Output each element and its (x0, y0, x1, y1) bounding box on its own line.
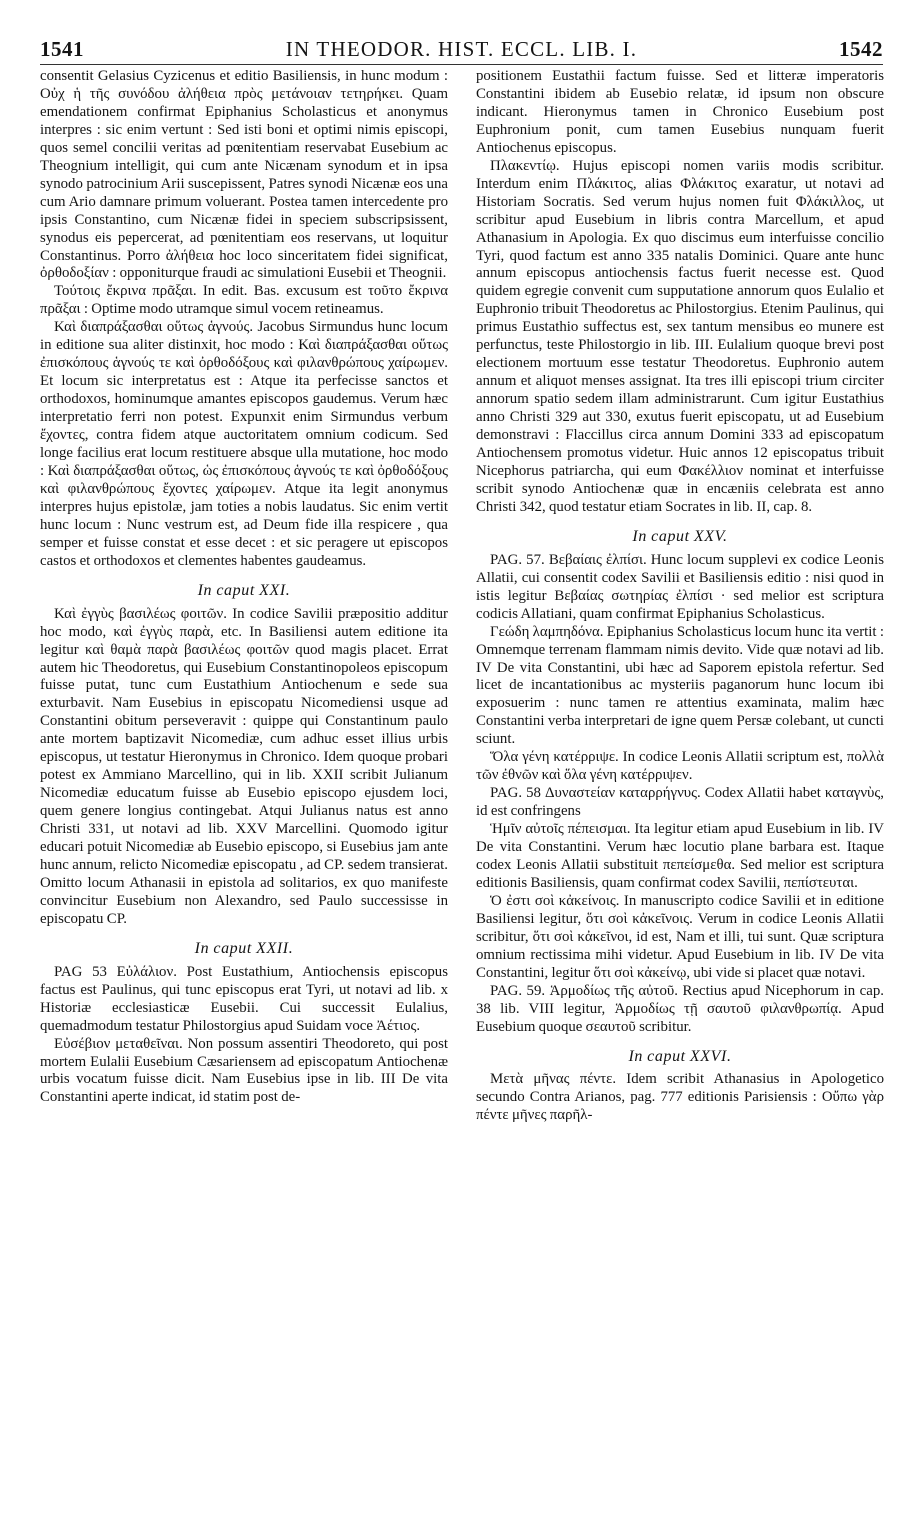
running-title: IN THEODOR. HIST. ECCL. LIB. I. (285, 36, 638, 61)
paragraph: PAG 53 Εὐλάλιον. Post Eustathium, Antiochensis episcopus factus est Paulinus, qui tunc episcopus erat Tyri, ut notavi ad lib. x Historiæ ecclesiasticæ Eusebii. Cui successit Eulalius, quemadmodum testatur Philostorgius apud Suidam voce Ἀέτιος. (40, 963, 448, 1034)
paragraph: positionem Eustathii factum fuisse. Sed et litteræ imperatoris Constantini ibidem ab Eusebio relatæ, id ipsum non obscure indicant. Hieronymus tamen in Chronico Eusebium post Euphronium ponit, cum tamen Eusebius nunquam fuerit Antiochenus episcopus. (476, 68, 884, 156)
paragraph: PAG. 57. Βεβαίαις ἐλπίσι. Hunc locum supplevi ex codice Leonis Allatii, cui consentit codex Savilii et Basiliensis editio : nisi quod in istis legitur Βεβαίας σωτηρίας ἐλπίσι · sed melior est scriptura codicis Allatiani, quam confirmat Epiphanius Scholasticus. (476, 551, 884, 622)
running-header (40, 34, 883, 64)
section-heading: In caput XXV. (632, 527, 728, 545)
section-heading: In caput XXI. (197, 581, 291, 599)
paragraph: Καὶ ἐγγὺς βασιλέως φοιτῶν. In codice Savilii præpositio additur hoc modo, καὶ ἐγγὺς παρὰ, etc. In Basiliensi autem editione ita legitur καὶ θαμὰ παρὰ βασιλέως φοιτῶν quod magis placet. Errat autem hic Theodoretus, qui Eusebium Constantinopoleos episcopum fuisse putat, tunc cum Eustathium Antiochenum e sede sua exturbavit. Nam Eusebius in episcopatu Nicomediensi usque ad Constantini obitum perseveravit : quippe qui Constantinum paulo ante mortem baptizavit Nicomediæ, cum adhuc esset illius urbis episcopus, ut testatur Hieronymus in Chronico. Idem quoque probari potest ex Ammiano Marcellino, qui in lib. XXII scribit Julianum Nicomediæ educatum fuisse ab Eusebio episcopo ejusdem loci, quem genere longius contingebat. Atqui Julianus natus est anno Christi 331, ut notavi ad lib. XXV Marcellini. Quomodo igitur educari potuit Nicomediæ ab Eusebio episcopo, si Eusebius jam ante hunc annum, relicto Nicomediæ episcopatu , ad CP. sedem transierat. Omitto locum Athanasii in epistola ad solitarios, ex quo manifeste convincitur Eusebium non Alexandro, sed Paulo successisse in episcopatu CP. (40, 605, 448, 927)
page-number-right: 1542 (839, 36, 883, 61)
section-heading: In caput XXVI. (628, 1047, 732, 1065)
paragraph: PAG. 58 Δυναστείαν καταρρήγνυς. Codex Allatii habet καταγνὺς, id est confringens (476, 785, 884, 820)
paragraph: consentit Gelasius Cyzicenus et editio Basiliensis, in hunc modum : Οὐχ ἡ τῆς συνόδου ἀλήθεια πρὸς μετάνοιαν τετηρήκει. Quam emendationem confirmat Epiphanius Scholasticus et anonymus interpres : sic enim vertunt : Sed isti boni et optimi nimis episcopi, quos semel concilii veritas ad pœnitentiam reservabat Eusebium ac Theognium intelligit, qui cum ante Nicænam synodum et in ipsa synodo patrocinium Arii suscepissent, Patres synodi Nicænæ eos una cum Ario damnare primum voluerant. Postea tamen intercedente pro ipsis Constantino, cum Nicænæ fidei in speciem subscripsissent, synodus eis pepercerat, ad pœnitentiam eos reservans, ut loquitur Constantinus. Porro ἀλήθεια hoc loco sinceritatem fidei significat, ὀρθοδοξίαν : opponiturque fraudi ac simulationi Eusebii et Theognii. (40, 68, 448, 282)
paragraph: Γεώδη λαμπηδόνα. Epiphanius Scholasticus locum hunc ita vertit : Omnemque terrenam flammam nimis devito. Vide quæ notavi ad lib. IV De vita Constantini, ubi hæc ad Saporem epistola refertur. Sed licet de incantationibus ac mysteriis paganorum hunc locum ibi exposuerim : nunc tamen re attentius examinata, malim hæc Constantini verba interpretari de igne quem Persæ colebant, ut cuncti sciunt. (476, 623, 884, 748)
right-column (476, 68, 884, 1125)
paragraph: Ὁ ἐστι σοὶ κἀκείνοις. In manuscripto codice Savilii et in editione Basiliensi legitur, ὅτι σοὶ κἀκεῖνοις. Verum in codice Leonis Allatii scribitur, ὅτι σοὶ κἀκεῖνοι, id est, Nam et illi, tui sunt. Quæ scriptura omnium rectissima mihi videtur. Apud Eusebium in lib. IV De vita Constantini, legitur ὅτι σοὶ κἀκείνῳ, ubi vide si placet quæ notavi. (476, 892, 884, 981)
header-rule (40, 64, 883, 65)
section-heading: In caput XXII. (194, 939, 294, 957)
paragraph: PAG. 59. Ἁρμοδίως τῆς αὐτοῦ. Rectius apud Nicephorum in cap. 38 lib. VIII legitur, Ἁρμοδίως τῇ σαυτοῦ φιλανθρωπίᾳ. Apud Eusebium quoque σεαυτοῦ scribitur. (476, 982, 884, 1035)
paragraph: Ὅλα γένη κατέρριψε. In codice Leonis Allatii scriptum est, πολλὰ τῶν ἐθνῶν καὶ ὅλα γένη κατέρριψεν. (476, 749, 884, 784)
page-number-left: 1541 (40, 36, 84, 61)
paragraph: Ἡμῖν αὐτοῖς πέπεισμαι. Ita legitur etiam apud Eusebium in lib. IV De vita Constantini. Verum hæc locutio plane barbara est. Itaque codex Leonis Allatii substituit πεπείσμεθα. Sed melior est scriptura editionis Basiliensis, quam confirmat codex Savilii, πεπίστευται. (476, 821, 884, 891)
paragraph: Καὶ διαπράξασθαι οὕτως ἁγνούς. Jacobus Sirmundus hunc locum in editione sua aliter distinxit, hoc modo : Καὶ διαπράξασθαι οὕτως ἐπισκόπους ἁγνούς τε καὶ ὀρθοδόξους καὶ φιλανθρώπους χαίρωμεν. Et locum sic interpretatus est : Atque ita perfecisse sanctos et orthodoxos, hominumque amantes episcopos gaudemus. Verum hæc interpretatio ferri non potest. Expunxit enim Sirmundus verbum ἔχοντες, contra fidem atque auctoritatem omnium codicum. Sed longe facilius erat locum restituere absque ulla mutatione, hoc modo : Καὶ διαπράξασθαι οὕτως, ὡς ἐπισκόπους ἁγνούς τε καὶ ὀρθοδόξους καὶ φιλανθρώπους ἔχοντες χαίρωμεν. Atque ita legit anonymus interpres hujus epistolæ, jam toties a nobis laudatus. Sic enim vertit hunc locum : Nunc vestrum est, ad Deum fide illa respicere , qua semper et fuisse constat et esse decet : et sic peragere ut episcopos castos et orthodoxos et clementes habentes gaudeamus. (40, 319, 448, 569)
paragraph: Πλακεντίῳ. Hujus episcopi nomen variis modis scribitur. Interdum enim Πλάκιτος, alias Φλάκιτος exaratur, ut notavi ad Historiam Socratis. Sed verum hujus nomen fuit Φλάκιλλος, ut scribitur apud Eusebium in libris contra Marcellum, et apud Athanasium in Apologia. Ex quo discimus eum interfuisse concilio Tyri, quod factum est anno 335 natalis Dominici. Quare ante hunc annum episcopus antiochensis factus fuerit necesse est. Quod quidem egregie convenit cum supputatione annorum quos Eulalio et Euphronio tribuit Theodoretus ac Philostorgius. Etenim Paulinus, qui primus Eustathio suffectus est, sex tantum mensibus eo munere est perfunctus, teste Philostorgio in lib. III. Eulalium quoque brevi post electionem mortuum esse testatur Theodoretus. Euphronio autem annum et aliquot menses assignat. Ita tres illi episcopi trium circiter annorum spatio sedem illam administrarunt. Cum igitur Eustathius anno Christi 329 aut 330, exutus fuerit episcopatu, ut ad Eusebium demonstravi : Flaccillus circa annum Domini 333 ad episcopatum Antiochensem promotus videtur. Huic annos 12 episcopatus tribuit Nicephorus patriarcha, qui eum Φακέλλιον nominat et interfuisse scribit synodo Antiochenæ quæ in encæniis celebrata est anno Christi 342, quod testatur etiam Socrates in lib. II, cap. 8. (476, 157, 884, 515)
paragraph: Τούτοις ἔκρινα πρᾶξαι. In edit. Bas. excusum est τοῦτο ἔκρινα πρᾶξαι : Optime modo utramque simul vocem retineamus. (40, 283, 448, 318)
paragraph: Εὐσέβιον μεταθεῖναι. Non possum assentiri Theodoreto, qui post mortem Eulalii Eusebium Cæsariensem ad episcopatum Antiochenæ urbis vocatum fuisse dicit. Nam Eusebius ipse in lib. III De vita Constantini aperte indicat, id statim post de- (40, 1035, 448, 1106)
left-column (40, 68, 448, 1107)
paragraph: Μετὰ μῆνας πέντε. Idem scribit Athanasius in Apologetico secundo Contra Arianos, pag. 777 editionis Parisiensis : Οὔπω γὰρ πέντε μῆνες παρῆλ- (476, 1071, 884, 1124)
